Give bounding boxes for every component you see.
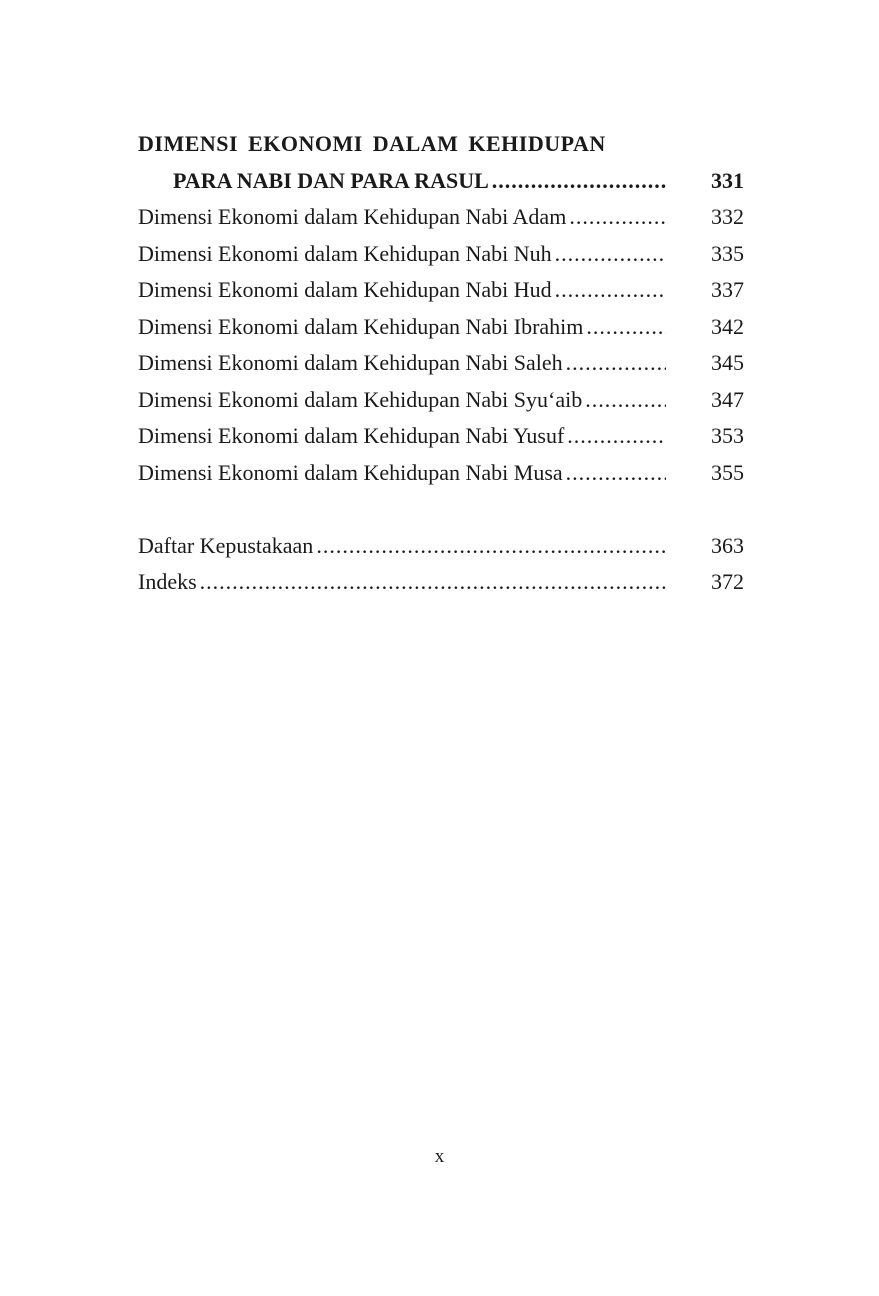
page-folio: x <box>434 1146 445 1167</box>
toc-entry <box>138 345 744 382</box>
dot-leader <box>200 564 666 601</box>
toc-entry-page: 335 <box>711 240 744 266</box>
toc-entry <box>138 382 744 419</box>
dot-leader <box>555 236 666 273</box>
toc-entry-page: 353 <box>711 423 744 448</box>
section-spacer <box>138 491 744 528</box>
index-page: 372 <box>711 569 744 594</box>
toc-back-matter-entry <box>138 528 744 565</box>
toc-entry <box>138 199 744 236</box>
dot-leader <box>555 272 666 309</box>
chapter-heading-line1 <box>138 126 744 163</box>
toc-entry-page: 345 <box>711 350 744 375</box>
toc-entry-title: Dimensi Ekonomi dalam Kehidupan Nabi Ibrahim <box>138 313 584 339</box>
bibliography-title: Daftar Kepustakaan <box>138 532 314 558</box>
chapter-heading-line2 <box>138 163 744 200</box>
toc-entry-title: Dimensi Ekonomi dalam Kehidupan Nabi Yusuf <box>138 423 565 448</box>
toc-entry-page: 332 <box>711 204 744 229</box>
index-title: Indeks <box>138 569 197 594</box>
table-of-contents <box>138 126 744 601</box>
toc-entry-title: Dimensi Ekonomi dalam Kehidupan Nabi Hud <box>138 277 552 302</box>
toc-entry-title: Dimensi Ekonomi dalam Kehidupan Nabi Adam <box>138 204 567 229</box>
chapter-title-line1: DIMENSI EKONOMI DALAM KEHIDUPAN <box>138 131 606 156</box>
dot-leader <box>566 455 666 492</box>
dot-leader <box>567 418 666 455</box>
toc-entry-title: Dimensi Ekonomi dalam Kehidupan Nabi Saleh <box>138 350 563 375</box>
dot-leader <box>585 382 666 419</box>
toc-entry <box>138 236 744 273</box>
toc-entry-title: Dimensi Ekonomi dalam Kehidupan Nabi Syu‘aib <box>138 386 583 412</box>
toc-entry-title: Dimensi Ekonomi dalam Kehidupan Nabi Nuh <box>138 240 552 266</box>
dot-leader <box>569 199 666 236</box>
chapter-page-number: 331 <box>711 167 744 193</box>
bibliography-page: 363 <box>711 532 744 558</box>
toc-entry <box>138 309 744 346</box>
toc-entry-page: 347 <box>711 386 744 412</box>
toc-back-matter-entry <box>138 564 744 601</box>
dot-leader <box>492 163 666 200</box>
toc-entry <box>138 455 744 492</box>
toc-entry-title: Dimensi Ekonomi dalam Kehidupan Nabi Musa <box>138 459 563 485</box>
toc-entry <box>138 418 744 455</box>
dot-leader <box>586 309 666 346</box>
toc-entry-page: 355 <box>711 459 744 485</box>
toc-entry-page: 337 <box>711 277 744 302</box>
toc-entry-page: 342 <box>711 313 744 339</box>
chapter-title-line2: PARA NABI DAN PARA RASUL <box>173 167 489 193</box>
dot-leader <box>316 528 666 565</box>
dot-leader <box>566 345 666 382</box>
toc-entry <box>138 272 744 309</box>
